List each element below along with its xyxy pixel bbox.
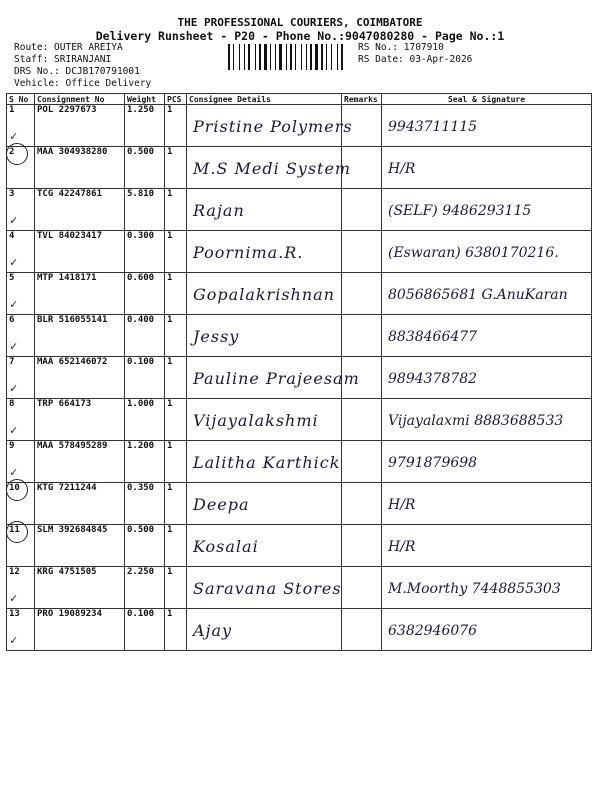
barcode-bar bbox=[228, 44, 230, 70]
consignee-handwriting: Lalitha Karthick bbox=[193, 453, 341, 472]
row-weight bbox=[125, 189, 165, 231]
check-mark-icon: ✓ bbox=[10, 213, 18, 227]
signature-handwriting: 9894378782 bbox=[388, 371, 478, 387]
row-signature bbox=[382, 483, 592, 525]
check-mark-icon: ✓ bbox=[10, 297, 18, 311]
row-signature bbox=[382, 525, 592, 567]
row-signature bbox=[382, 399, 592, 441]
row-remarks bbox=[342, 315, 382, 357]
rs-number: RS No.: 1707910 bbox=[358, 42, 444, 53]
row-consignment bbox=[35, 189, 125, 231]
row-weight bbox=[125, 357, 165, 399]
barcode-bar bbox=[244, 44, 245, 70]
staff: Staff: SRIRANJANI bbox=[14, 54, 112, 65]
row-pcs-text: 1 bbox=[167, 105, 173, 115]
row-signature bbox=[382, 567, 592, 609]
row-weight-text: 0.400 bbox=[127, 315, 155, 325]
row-consignment-text: PRO 19089234 bbox=[37, 609, 103, 619]
row-pcs-text: 1 bbox=[167, 231, 173, 241]
consignee-handwriting: Pauline Prajeesam bbox=[193, 369, 360, 388]
row-consignment-text: BLR 516055141 bbox=[37, 315, 108, 325]
row-pcs bbox=[165, 441, 187, 483]
row-pcs-text: 1 bbox=[167, 273, 173, 283]
row-consignee bbox=[187, 315, 342, 357]
table-row bbox=[7, 609, 592, 651]
company-title: THE PROFESSIONAL COURIERS, COIMBATORE bbox=[177, 16, 423, 29]
barcode-bar bbox=[295, 44, 296, 70]
row-pcs-text: 1 bbox=[167, 147, 173, 157]
row-signature bbox=[382, 357, 592, 399]
row-weight-text: 0.500 bbox=[127, 525, 155, 535]
table-row bbox=[7, 189, 592, 231]
row-weight-text: 1.250 bbox=[127, 105, 155, 115]
barcode-bar bbox=[239, 44, 240, 70]
row-pcs-text: 1 bbox=[167, 609, 173, 619]
row-consignment bbox=[35, 399, 125, 441]
rs-date: RS Date: 03-Apr-2026 bbox=[358, 54, 473, 65]
circle-mark bbox=[6, 479, 28, 501]
row-pcs-text: 1 bbox=[167, 483, 173, 493]
signature-handwriting: 9791879698 bbox=[388, 455, 478, 471]
row-consignee bbox=[187, 525, 342, 567]
signature-handwriting: (Eswaran) 6380170216. bbox=[388, 245, 559, 261]
row-remarks bbox=[342, 609, 382, 651]
signature-handwriting: H/R bbox=[388, 497, 416, 513]
consignee-handwriting: Kosalai bbox=[193, 537, 259, 556]
barcode-bar bbox=[328, 44, 330, 70]
check-mark-icon: ✓ bbox=[10, 255, 18, 269]
runsheet-subtitle: Delivery Runsheet - P20 - Phone No.:9047080280 - Page No.:1 bbox=[95, 29, 505, 43]
row-weight bbox=[125, 273, 165, 315]
row-consignment-text: SLM 392684845 bbox=[37, 525, 108, 535]
barcode-bar bbox=[286, 44, 287, 70]
row-pcs bbox=[165, 525, 187, 567]
row-pcs-text: 1 bbox=[167, 189, 173, 199]
row-consignment-text: MAA 304938280 bbox=[37, 147, 108, 157]
row-sno bbox=[7, 315, 35, 357]
col-signature: Seal & Signature bbox=[382, 94, 592, 105]
row-consignee bbox=[187, 189, 342, 231]
circle-mark bbox=[6, 521, 28, 543]
row-consignment bbox=[35, 567, 125, 609]
row-consignee bbox=[187, 357, 360, 399]
row-sno bbox=[7, 189, 35, 231]
row-remarks bbox=[342, 231, 382, 273]
circle-mark bbox=[6, 143, 28, 165]
row-sno bbox=[7, 441, 35, 483]
row-weight bbox=[125, 105, 165, 147]
barcode-bar bbox=[341, 44, 343, 70]
row-weight bbox=[125, 609, 165, 651]
vehicle: Vehicle: Office Delivery bbox=[14, 78, 152, 89]
row-weight-text: 0.100 bbox=[127, 609, 155, 619]
barcode-bar bbox=[262, 44, 263, 70]
row-pcs bbox=[165, 609, 187, 651]
barcode-bar bbox=[279, 44, 282, 70]
barcode-bar bbox=[283, 44, 285, 70]
row-sno bbox=[7, 609, 35, 651]
barcode-bar bbox=[241, 44, 243, 70]
barcode-bar bbox=[326, 44, 327, 70]
barcode-bar bbox=[277, 44, 278, 70]
signature-handwriting: H/R bbox=[388, 539, 416, 555]
row-weight-text: 5.810 bbox=[127, 189, 155, 199]
barcode-bar bbox=[235, 44, 238, 70]
row-pcs-text: 1 bbox=[167, 525, 173, 535]
barcode-bar bbox=[290, 44, 292, 70]
table-row bbox=[7, 483, 592, 525]
row-consignment bbox=[35, 147, 125, 189]
barcode-bar bbox=[308, 44, 309, 70]
barcode-bar bbox=[233, 44, 234, 70]
barcode-bar bbox=[270, 44, 271, 70]
row-sno-text: 9 bbox=[9, 441, 15, 451]
row-sno bbox=[7, 483, 35, 525]
check-mark-icon: ✓ bbox=[10, 591, 18, 605]
row-sno bbox=[7, 105, 35, 147]
row-remarks bbox=[342, 147, 382, 189]
barcode-bar bbox=[268, 44, 269, 70]
table-row bbox=[7, 567, 592, 609]
table-header bbox=[7, 94, 592, 105]
row-remarks bbox=[342, 567, 382, 609]
drs-number: DRS No.: DCJB170791001 bbox=[14, 66, 140, 77]
row-signature bbox=[382, 189, 592, 231]
barcode-bar bbox=[324, 44, 325, 70]
check-mark-icon: ✓ bbox=[10, 465, 18, 479]
row-remarks bbox=[342, 483, 382, 525]
row-signature bbox=[382, 147, 592, 189]
row-sno bbox=[7, 399, 35, 441]
consignee-handwriting: Ajay bbox=[193, 621, 233, 640]
row-sno bbox=[7, 567, 35, 609]
barcode-bar bbox=[248, 44, 250, 70]
row-consignment bbox=[35, 105, 125, 147]
row-weight-text: 1.200 bbox=[127, 441, 155, 451]
row-remarks bbox=[342, 441, 382, 483]
row-consignment bbox=[35, 525, 125, 567]
consignee-handwriting: M.S Medi System bbox=[193, 159, 352, 178]
row-consignment-text: MAA 652146072 bbox=[37, 357, 108, 367]
row-weight bbox=[125, 567, 165, 609]
row-weight-text: 0.600 bbox=[127, 273, 155, 283]
row-pcs bbox=[165, 231, 187, 273]
barcode-bar bbox=[337, 44, 338, 70]
consignee-handwriting: Rajan bbox=[193, 201, 245, 220]
barcode-bar bbox=[339, 44, 340, 70]
row-consignee bbox=[187, 105, 353, 147]
row-weight-text: 0.300 bbox=[127, 231, 155, 241]
check-mark-icon: ✓ bbox=[10, 423, 18, 437]
row-consignee bbox=[187, 147, 352, 189]
consignee-handwriting: Vijayalakshmi bbox=[193, 411, 319, 430]
table-row bbox=[7, 105, 592, 147]
row-signature bbox=[382, 315, 592, 357]
signature-handwriting: Vijayalaxmi 8883688533 bbox=[388, 413, 564, 429]
runsheet-table bbox=[6, 93, 592, 651]
row-remarks bbox=[342, 399, 382, 441]
row-consignment bbox=[35, 231, 125, 273]
col-remarks: Remarks bbox=[342, 94, 382, 105]
row-weight-text: 0.100 bbox=[127, 357, 155, 367]
row-signature bbox=[382, 105, 592, 147]
row-consignment-text: MAA 578495289 bbox=[37, 441, 108, 451]
barcode-bar bbox=[315, 44, 318, 70]
row-sno bbox=[7, 525, 35, 567]
barcode-bar bbox=[333, 44, 336, 70]
row-remarks bbox=[342, 357, 382, 399]
barcode bbox=[228, 44, 354, 70]
row-weight bbox=[125, 231, 165, 273]
row-sno-text: 2 bbox=[9, 147, 15, 157]
barcode-bar bbox=[259, 44, 261, 70]
check-mark-icon: ✓ bbox=[10, 381, 18, 395]
row-sno-text: 8 bbox=[9, 399, 15, 409]
row-pcs bbox=[165, 357, 187, 399]
row-consignment-text: TRP 664173 bbox=[37, 399, 92, 409]
row-weight bbox=[125, 315, 165, 357]
row-consignment bbox=[35, 483, 125, 525]
barcode-bar bbox=[231, 44, 232, 70]
row-consignment bbox=[35, 273, 125, 315]
table-row bbox=[7, 441, 592, 483]
barcode-bar bbox=[246, 44, 247, 70]
row-remarks bbox=[342, 525, 382, 567]
barcode-bar bbox=[264, 44, 267, 70]
barcode-bar bbox=[319, 44, 320, 70]
row-consignment-text: POL 2297673 bbox=[37, 105, 97, 115]
row-sno-text: 1 bbox=[9, 105, 15, 115]
col-pcs: PCS bbox=[165, 94, 187, 105]
row-sno bbox=[7, 357, 35, 399]
signature-handwriting: (SELF) 9486293115 bbox=[388, 203, 532, 219]
row-pcs-text: 1 bbox=[167, 315, 173, 325]
consignee-handwriting: Deepa bbox=[193, 495, 250, 514]
row-pcs-text: 1 bbox=[167, 567, 173, 577]
table-row bbox=[7, 525, 592, 567]
row-sno-text: 6 bbox=[9, 315, 15, 325]
table-row bbox=[7, 399, 592, 441]
row-pcs-text: 1 bbox=[167, 399, 173, 409]
row-remarks bbox=[342, 105, 382, 147]
barcode-bar bbox=[331, 44, 332, 70]
row-consignment-text: TVL 84023417 bbox=[37, 231, 103, 241]
row-weight-text: 0.500 bbox=[127, 147, 155, 157]
barcode-bar bbox=[255, 44, 256, 70]
row-sno-text: 11 bbox=[9, 525, 20, 535]
row-consignment bbox=[35, 315, 125, 357]
row-pcs bbox=[165, 315, 187, 357]
row-weight-text: 2.250 bbox=[127, 567, 155, 577]
row-consignment-text: KTG 7211244 bbox=[37, 483, 97, 493]
row-pcs-text: 1 bbox=[167, 357, 173, 367]
check-mark-icon: ✓ bbox=[10, 339, 18, 353]
row-weight bbox=[125, 441, 165, 483]
col-consignment: Consignment No bbox=[35, 94, 125, 105]
row-signature bbox=[382, 273, 592, 315]
row-consignment-text: KRG 4751505 bbox=[37, 567, 97, 577]
row-consignment-text: TCG 42247861 bbox=[37, 189, 103, 199]
row-consignee bbox=[187, 567, 342, 609]
barcode-bar bbox=[303, 44, 305, 70]
row-sno-text: 4 bbox=[9, 231, 15, 241]
row-consignee bbox=[187, 231, 342, 273]
row-consignee bbox=[187, 441, 342, 483]
signature-handwriting: M.Moorthy 7448855303 bbox=[388, 581, 561, 597]
row-weight bbox=[125, 525, 165, 567]
row-consignment bbox=[35, 441, 125, 483]
consignee-handwriting: Jessy bbox=[193, 327, 240, 346]
rs-info bbox=[358, 42, 472, 66]
row-consignee bbox=[187, 609, 342, 651]
row-sno-text: 10 bbox=[9, 483, 20, 493]
table-row bbox=[7, 273, 592, 315]
table-row bbox=[7, 315, 592, 357]
barcode-bar bbox=[321, 44, 323, 70]
barcode-bar bbox=[306, 44, 307, 70]
barcode-bar bbox=[288, 44, 289, 70]
row-consignee bbox=[187, 399, 342, 441]
signature-handwriting: 6382946076 bbox=[388, 623, 478, 639]
row-weight bbox=[125, 483, 165, 525]
row-signature bbox=[382, 609, 592, 651]
row-pcs bbox=[165, 399, 187, 441]
col-weight: Weight bbox=[125, 94, 165, 105]
row-sno-text: 13 bbox=[9, 609, 20, 619]
barcode-bar bbox=[257, 44, 258, 70]
row-pcs-text: 1 bbox=[167, 441, 173, 451]
row-sno bbox=[7, 273, 35, 315]
col-sno: S No bbox=[7, 94, 35, 105]
row-signature bbox=[382, 441, 592, 483]
row-sno bbox=[7, 147, 35, 189]
consignee-handwriting: Poornima.R. bbox=[193, 243, 304, 262]
barcode-bar bbox=[272, 44, 274, 70]
row-sno-text: 5 bbox=[9, 273, 15, 283]
row-consignment bbox=[35, 357, 125, 399]
row-pcs bbox=[165, 567, 187, 609]
row-signature bbox=[382, 231, 592, 273]
row-pcs bbox=[165, 483, 187, 525]
check-mark-icon: ✓ bbox=[10, 129, 18, 143]
table-row bbox=[7, 231, 592, 273]
row-remarks bbox=[342, 189, 382, 231]
barcode-bar bbox=[313, 44, 314, 70]
barcode-bar bbox=[310, 44, 312, 70]
route: Route: OUTER AREIYA bbox=[14, 42, 123, 53]
row-consignment-text: MTP 1418171 bbox=[37, 273, 97, 283]
barcode-bar bbox=[293, 44, 294, 70]
row-sno-text: 12 bbox=[9, 567, 20, 577]
signature-handwriting: 8838466477 bbox=[388, 329, 478, 345]
row-weight bbox=[125, 147, 165, 189]
check-mark-icon: ✓ bbox=[10, 633, 18, 647]
row-consignee bbox=[187, 273, 342, 315]
signature-handwriting: H/R bbox=[388, 161, 416, 177]
barcode-bar bbox=[297, 44, 300, 70]
consignee-handwriting: Saravana Stores bbox=[193, 579, 342, 598]
table-row bbox=[7, 147, 592, 189]
row-pcs bbox=[165, 189, 187, 231]
row-sno bbox=[7, 231, 35, 273]
barcode-bar bbox=[275, 44, 276, 70]
row-weight-text: 0.350 bbox=[127, 483, 155, 493]
barcode-bar bbox=[301, 44, 302, 70]
row-pcs bbox=[165, 147, 187, 189]
col-consignee: Consignee Details bbox=[187, 94, 342, 105]
route-info bbox=[14, 42, 151, 90]
barcode-bar bbox=[251, 44, 254, 70]
row-sno-text: 7 bbox=[9, 357, 15, 367]
row-remarks bbox=[342, 273, 382, 315]
row-weight-text: 1.000 bbox=[127, 399, 155, 409]
row-sno-text: 3 bbox=[9, 189, 15, 199]
consignee-handwriting: Gopalakrishnan bbox=[193, 285, 335, 304]
signature-handwriting: 8056865681 G.AnuKaran bbox=[388, 287, 568, 303]
consignee-handwriting: Pristine Polymers bbox=[193, 117, 353, 136]
table-row bbox=[7, 357, 592, 399]
row-pcs bbox=[165, 273, 187, 315]
row-pcs bbox=[165, 105, 187, 147]
signature-handwriting: 9943711115 bbox=[388, 119, 478, 135]
row-consignment bbox=[35, 609, 125, 651]
row-consignee bbox=[187, 483, 342, 525]
row-weight bbox=[125, 399, 165, 441]
